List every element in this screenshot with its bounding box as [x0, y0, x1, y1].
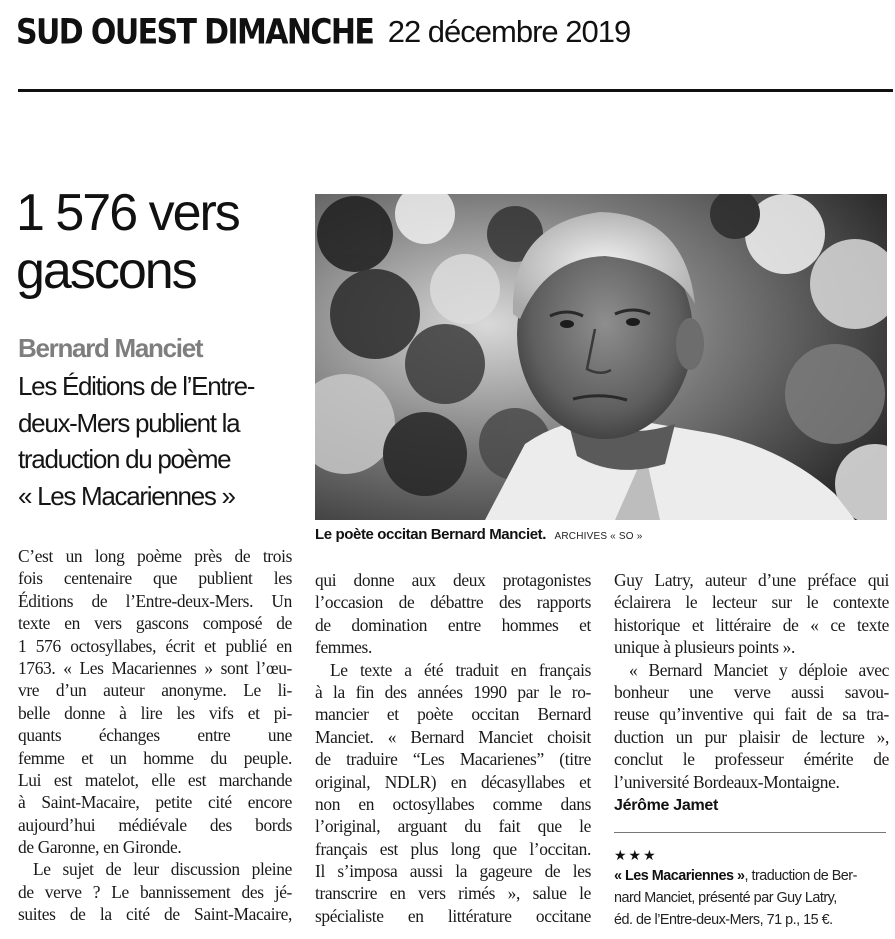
article-kicker: Bernard Manciet: [18, 333, 203, 363]
deck-line: Les Éditions de l’Entre-: [18, 371, 255, 401]
portrait-photo: [315, 194, 887, 520]
article-photo: [315, 194, 887, 520]
article-deck: [18, 368, 308, 514]
body-line: qui donne aux deux protagonistes: [315, 570, 591, 590]
body-line: bonheur une verve aussi savou-: [614, 681, 889, 702]
body-line: non en octosyllabes comme dans: [315, 793, 591, 814]
book-title: « Les Macariennes »: [614, 867, 745, 884]
article-author: Jérôme Jamet: [614, 796, 719, 814]
deck-line: deux-Mers publient la: [18, 407, 240, 438]
body-line: à Saint-Macaire, petite cité encore: [18, 792, 292, 813]
book-info-line: éd. de l’Entre-deux-Mers, 71 p., 15 €.: [614, 911, 833, 928]
body-line: texte en vers gascons composé de: [18, 613, 292, 634]
masthead-rule: [18, 89, 893, 92]
body-line: de traduire “Les Macarienes” (titre: [315, 749, 591, 770]
photo-credit: ARCHIVES « SO »: [554, 531, 643, 542]
body-line: original, NDLR) en décasyllabes et: [315, 771, 591, 792]
body-line: Il s’imposa aussi la gageure de les: [315, 861, 591, 882]
body-line: 1 576 octosyllabes, écrit et publié en: [18, 635, 292, 656]
body-line: C’est un long poème près de trois: [18, 546, 292, 566]
issue-date: 22 décembre 2019: [387, 14, 631, 49]
rating-stars: ★★★: [614, 847, 658, 864]
body-line: conclut le professeur émérite de: [614, 749, 889, 770]
photo-caption: [315, 526, 887, 544]
body-line: à la fin des années 1990 par le ro-: [315, 681, 591, 702]
body-column-3: [614, 569, 889, 931]
body-line: spécialiste en littérature occitane: [315, 905, 591, 926]
caption-text: Le poète occitan Bernard Manciet.: [315, 526, 547, 543]
headline-line: gascons: [16, 242, 196, 300]
body-line: Le texte a été traduit en français: [330, 659, 591, 680]
body-line: vre d’un auteur anonyme. Le li-: [18, 680, 292, 701]
body-line: transcrire en vers rimés », salue le: [315, 883, 591, 904]
body-line: de Garonne, en Gironde.: [18, 837, 182, 858]
body-line: Manciet. « Bernard Manciet choisit: [315, 726, 591, 747]
masthead: [16, 14, 886, 58]
body-line: femme et un homme du peuple.: [18, 747, 292, 768]
newspaper-name: SUD OUEST DIMANCHE: [16, 12, 374, 53]
body-line: historique et littéraire de « ce texte: [614, 614, 889, 635]
body-line: quants échanges entre une: [18, 725, 292, 746]
body-column-1: [18, 545, 292, 926]
body-line: Guy Latry, auteur d’une préface qui: [614, 570, 889, 590]
body-line: Éditions de l’Entre-deux-Mers. Un: [18, 590, 292, 611]
body-line: de verve ? Le bannissement des jé-: [18, 881, 292, 902]
body-line: reuse qu’inventive qui fait de sa tra-: [614, 704, 889, 725]
body-line: aujourd’hui médiévale des bords: [18, 814, 292, 835]
body-line: de domination entre hommes et: [315, 614, 591, 635]
body-line: éclairera le lecteur sur le contexte: [614, 592, 889, 613]
book-info-line: [614, 865, 889, 887]
body-line: duction un pur plaisir de lecture »,: [614, 726, 889, 747]
body-line: belle donne à lire les vifs et pi-: [18, 702, 292, 723]
article-headline: [16, 184, 306, 300]
body-line: « Bernard Manciet y déploie avec: [629, 659, 889, 680]
book-info-divider: [614, 832, 886, 833]
body-line: l’original, arguant du fait que le: [315, 816, 591, 837]
body-line: mancier et poète occitan Bernard: [315, 704, 591, 725]
body-line: femmes.: [315, 637, 372, 658]
book-info-text: , traduction de Ber-: [744, 867, 857, 884]
body-line: 1763. « Les Macariennes » sont l’œu-: [18, 657, 292, 678]
body-line: l’université Bordeaux-Montaigne.: [614, 771, 840, 792]
deck-line: traduction du poème: [18, 444, 231, 474]
body-line: unique à plusieurs points ».: [614, 637, 795, 658]
body-line: l’occasion de débattre des rapports: [315, 592, 591, 613]
body-line: Lui est matelot, elle est marchande: [18, 769, 292, 790]
body-column-2: [315, 569, 591, 927]
body-line: français est plus long que l’occitan.: [315, 838, 591, 859]
deck-line: « Les Macariennes »: [18, 480, 235, 511]
body-line: fois centenaire que publient les: [18, 568, 292, 589]
book-info-line: nard Manciet, présenté par Guy Latry,: [614, 889, 837, 906]
headline-line: 1 576 vers: [16, 184, 239, 242]
body-line: Le sujet de leur discussion pleine: [33, 859, 292, 880]
body-line: suites de la cité de Saint-Macaire,: [18, 904, 292, 925]
